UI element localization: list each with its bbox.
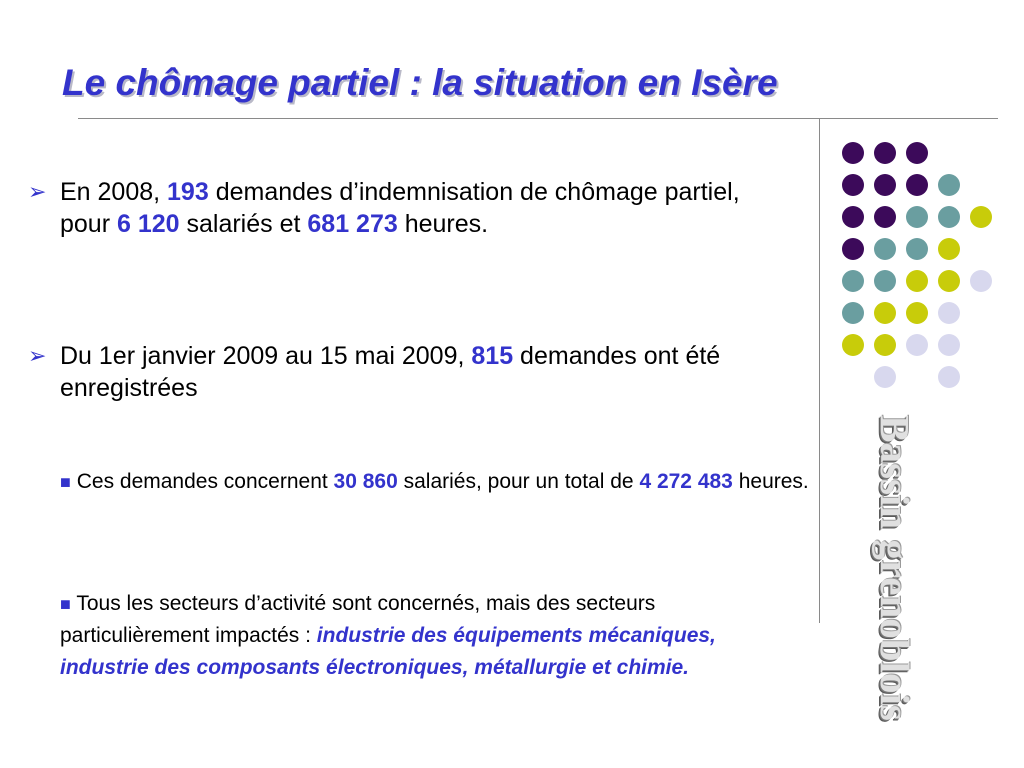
text-segment: salariés et bbox=[179, 210, 308, 238]
decorative-dot bbox=[970, 206, 992, 228]
decorative-dot bbox=[906, 334, 928, 356]
square-bullet-icon: ■ bbox=[60, 472, 71, 492]
decorative-dot bbox=[906, 270, 928, 292]
decorative-dot bbox=[938, 302, 960, 324]
text-segment: demandes ont été enregistrées bbox=[60, 342, 721, 402]
decorative-dot bbox=[938, 270, 960, 292]
decorative-dot bbox=[874, 270, 896, 292]
text-segment: heures. bbox=[732, 470, 809, 493]
decorative-dot bbox=[938, 238, 960, 260]
text-segment: Tous les secteurs d’activité sont concernés, mais des secteurs particulièrement impactés : bbox=[60, 592, 656, 647]
bullet-2008-text bbox=[28, 176, 788, 240]
decorative-dot bbox=[906, 142, 928, 164]
bullet-2009-text bbox=[28, 340, 728, 404]
side-label-bassin-grenoblois: Bassin grenoblois bbox=[872, 415, 918, 721]
title-divider bbox=[78, 118, 998, 119]
bullet-2009 bbox=[28, 340, 728, 404]
decorative-dot bbox=[938, 334, 960, 356]
decorative-dot bbox=[970, 270, 992, 292]
decorative-dot-grid bbox=[842, 142, 992, 387]
decorative-dot bbox=[906, 238, 928, 260]
highlight-number: 193 bbox=[167, 178, 209, 206]
text-segment: heures. bbox=[397, 210, 489, 238]
text-segment: En 2008, bbox=[60, 178, 168, 206]
decorative-dot bbox=[842, 174, 864, 196]
decorative-dot bbox=[906, 174, 928, 196]
decorative-dot bbox=[842, 270, 864, 292]
decorative-dot bbox=[842, 334, 864, 356]
text-segment: salariés, pour un total de bbox=[397, 470, 640, 493]
decorative-dot bbox=[874, 174, 896, 196]
decorative-dot bbox=[938, 206, 960, 228]
highlight-number: 6 120 bbox=[116, 210, 180, 238]
decorative-dot bbox=[842, 238, 864, 260]
highlight-number: 681 273 bbox=[307, 210, 398, 238]
text-segment: Ces demandes concernent bbox=[76, 470, 334, 493]
highlight-number: 4 272 483 bbox=[639, 470, 733, 493]
decorative-dot bbox=[906, 302, 928, 324]
decorative-dot bbox=[874, 206, 896, 228]
decorative-dot bbox=[874, 142, 896, 164]
decorative-dot bbox=[874, 366, 896, 388]
decorative-dot bbox=[874, 238, 896, 260]
bullet-2008 bbox=[28, 176, 788, 240]
highlight-number: 30 860 bbox=[333, 470, 398, 493]
text-segment: demandes d’indemnisation de chômage partiel, pour bbox=[60, 178, 740, 238]
arrow-bullet-icon: ➢ bbox=[28, 343, 47, 368]
decorative-dot bbox=[906, 206, 928, 228]
decorative-dot bbox=[842, 302, 864, 324]
decorative-dot bbox=[874, 302, 896, 324]
square-bullet-icon: ■ bbox=[60, 594, 71, 614]
vertical-divider bbox=[819, 118, 820, 623]
text-segment: Du 1er janvier 2009 au 15 mai 2009, bbox=[60, 342, 472, 370]
decorative-dot bbox=[842, 206, 864, 228]
slide-title: Le chômage partiel : la situation en Isère bbox=[62, 62, 778, 103]
decorative-dot bbox=[874, 334, 896, 356]
arrow-bullet-icon: ➢ bbox=[28, 179, 47, 204]
highlight-number: 815 bbox=[471, 342, 514, 370]
highlight-sectors: industrie des équipements mécaniques, industrie des composants électroniques, métallurgie et chimie. bbox=[60, 624, 716, 679]
decorative-dot bbox=[938, 174, 960, 196]
sub-bullet-sectors bbox=[60, 588, 810, 684]
decorative-dot bbox=[842, 142, 864, 164]
sub-bullet-employees bbox=[60, 466, 810, 498]
decorative-dot bbox=[938, 366, 960, 388]
